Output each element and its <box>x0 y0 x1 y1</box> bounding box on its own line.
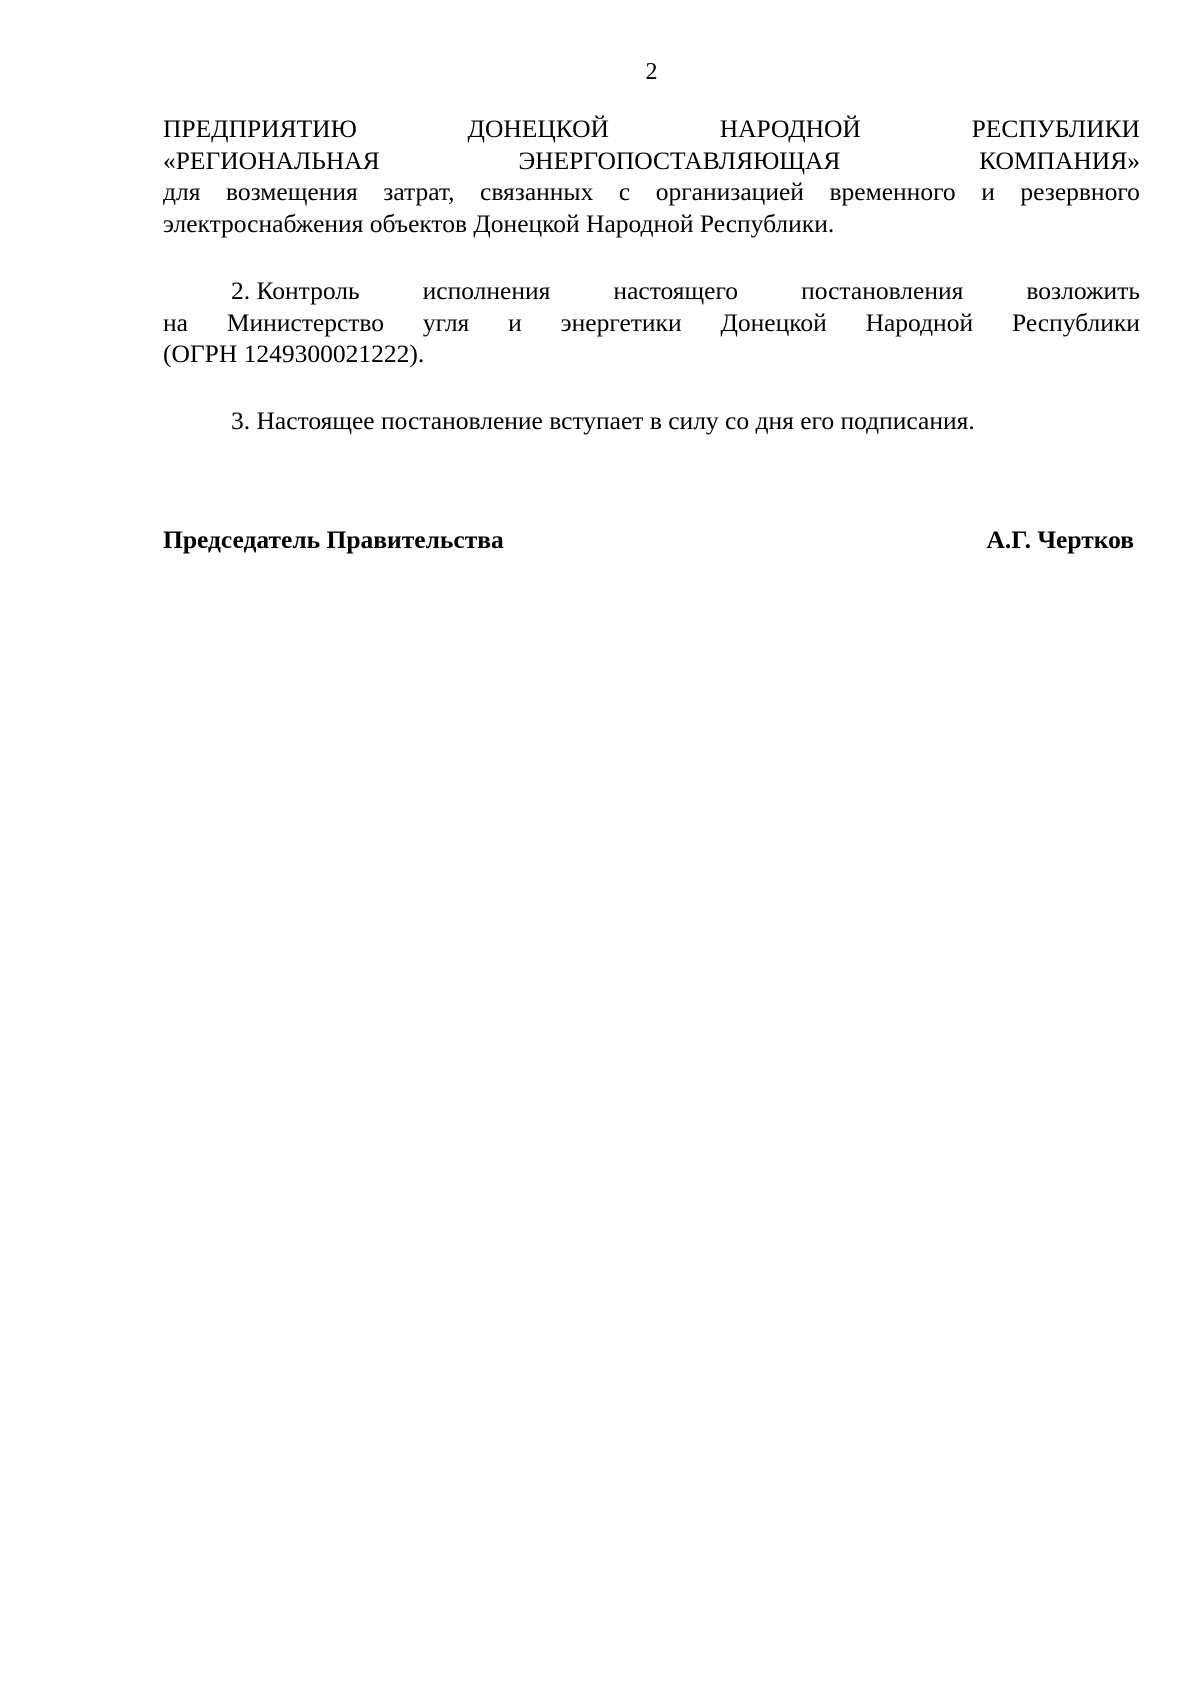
paragraph-1 <box>163 113 1140 239</box>
paragraph-1-line-4: электроснабжения объектов Донецкой Народной Республики. <box>163 208 835 238</box>
word: НАРОДНОЙ <box>719 114 861 143</box>
word: РЕСПУБЛИКИ <box>971 114 1140 143</box>
word: на <box>163 307 188 337</box>
word: ДОНЕЦКОЙ <box>467 114 609 143</box>
word: затрат, <box>383 177 455 206</box>
word: КОМПАНИЯ» <box>979 145 1140 175</box>
signature-block <box>163 524 1140 556</box>
paragraph-3-text: 3. Настоящее постановление вступает в силу со дня его подписания. <box>231 406 975 435</box>
word: с <box>618 177 631 206</box>
word: исполнения <box>422 276 551 305</box>
page-number: 2 <box>645 59 658 85</box>
paragraph-2-line-2 <box>163 307 1140 339</box>
paragraph-1-line-3 <box>163 176 1140 208</box>
word: постановления <box>801 276 964 305</box>
word: Министерство <box>226 307 385 337</box>
paragraph-1-line-2 <box>163 145 1140 177</box>
word: резервного <box>1020 177 1140 206</box>
word: возложить <box>1026 276 1140 305</box>
word: Республики <box>1011 307 1140 337</box>
word: угля <box>422 307 470 337</box>
signatory-title: Председатель Правительства <box>163 525 504 554</box>
word: настоящего <box>613 276 739 305</box>
word: ЭНЕРГОПОСТАВЛЯЮЩАЯ <box>518 145 841 175</box>
word: 2. Контроль <box>231 276 360 305</box>
word: энергетики <box>560 307 682 337</box>
signatory-name: А.Г. Чертков <box>986 525 1134 554</box>
paragraph-2 <box>163 275 1140 370</box>
word: возмещения <box>225 177 358 206</box>
paragraph-2-line-1 <box>163 275 1140 307</box>
word: и <box>508 307 522 337</box>
word: организацией <box>655 177 804 206</box>
word: и <box>981 177 995 206</box>
word: Народной <box>865 307 974 337</box>
word: временного <box>829 177 956 206</box>
word: для <box>163 177 201 206</box>
word: ПРЕДПРИЯТИЮ <box>163 114 357 143</box>
paragraph-3 <box>163 405 1140 437</box>
word: Донецкой <box>720 307 827 337</box>
word: связанных <box>480 177 594 206</box>
word: «РЕГИОНАЛЬНАЯ <box>163 145 380 175</box>
paragraph-1-line-1 <box>163 113 1140 145</box>
paragraph-2-line-3: (ОГРН 1249300021222). <box>163 339 425 368</box>
